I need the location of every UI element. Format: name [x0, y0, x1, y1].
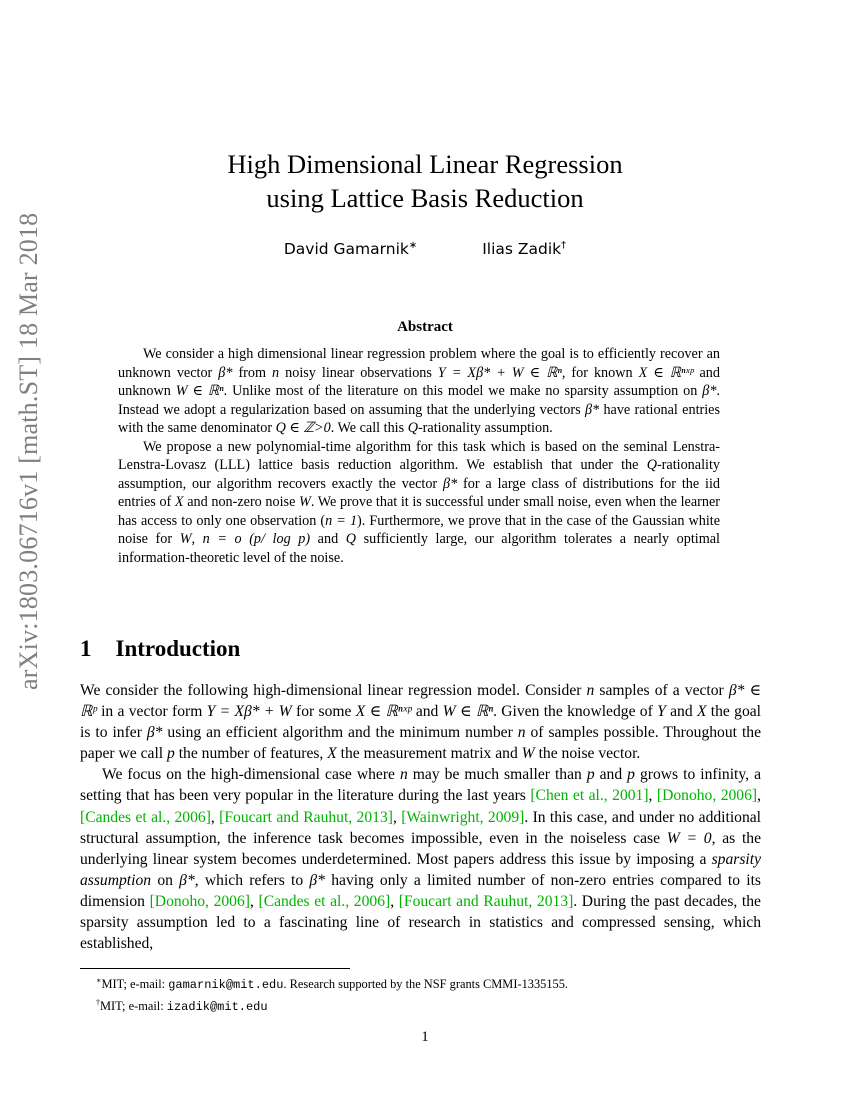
- citation-link[interactable]: [Foucart and Rauhut, 2013]: [398, 892, 574, 910]
- intro-paragraph-2: We focus on the high-dimensional case where n may be much smaller than p and p grows to infinity, a setting that has been very popular in the literature during the last years [Chen et al., 2001], [Donoho, 2006], [Candes et al., 2006], [Foucart and Rauhut, 2013], [Wainwright, 2009]. In this case, and under no additional structural assumption, the inference task becomes impossible, even in the noiseless case W = 0, as the underlying linear system becomes underdetermined. Most papers address this issue by imposing a sparsity assumption on β*, which refers to β* having only a limited number of non-zero entries compared to its dimension [Donoho, 2006], [Candes et al., 2006], [Foucart and Rauhut, 2013]. During the past decades, the sparsity assumption led to a fascinating line of research in statistics and compressed sensing, which established,: [80, 766, 762, 953]
- citation-link[interactable]: [Donoho, 2006]: [656, 787, 758, 805]
- section-heading-introduction: [80, 636, 240, 662]
- paper-title: [0, 147, 850, 215]
- citation-link[interactable]: [Donoho, 2006]: [149, 892, 250, 910]
- abstract-paragraph-2: We propose a new polynomial-time algorithm for this task which is based on the seminal Lenstra-Lenstra-Lovasz (LLL) lattice basis reduction algorithm. We establish that under the Q-rationality assumption, our algorithm recovers exactly the vector β* for a large class of distributions for the iid entries of X and non-zero noise W. We prove that it is successful under small noise, even when the learner has access to only one observation (n = 1). Furthermore, we prove that in the case of the Gaussian white noise for W, n = o (p/ log p) and Q sufficiently large, our algorithm tolerates a nearly optimal information-theoretic level of the noise.: [118, 438, 720, 566]
- email-link[interactable]: izadik@mit.edu: [166, 1000, 268, 1015]
- citation-link[interactable]: [Foucart and Rauhut, 2013]: [219, 808, 393, 826]
- page-number: 1: [421, 1029, 429, 1045]
- footnote-divider: [80, 968, 350, 969]
- footnote-2: †MIT; e-mail: izadik@mit.edu: [96, 998, 268, 1015]
- abstract-heading: Abstract: [397, 319, 453, 335]
- title-line-1: High Dimensional Linear Regression: [227, 149, 623, 179]
- citation-link[interactable]: [Candes et al., 2006]: [80, 808, 211, 826]
- section-title: Introduction: [115, 636, 241, 661]
- introduction-body: [80, 680, 761, 954]
- author-zadik: Ilias Zadik†: [482, 240, 567, 259]
- author-list: [0, 240, 850, 258]
- footnote-1: ∗MIT; e-mail: gamarnik@mit.edu. Research supported by the NSF grants CMMI-1335155.: [96, 976, 569, 993]
- section-number: 1: [80, 636, 92, 661]
- arxiv-identifier-stamp: arXiv:1803.06716v1 [math.ST] 18 Mar 2018: [14, 212, 43, 690]
- title-line-2: using Lattice Basis Reduction: [266, 183, 584, 213]
- citation-link[interactable]: [Candes et al., 2006]: [258, 892, 391, 910]
- email-link[interactable]: gamarnik@mit.edu: [168, 978, 284, 993]
- citation-link[interactable]: [Chen et al., 2001]: [530, 787, 649, 805]
- author-gamarnik: David Gamarnik∗: [283, 240, 418, 259]
- abstract-paragraph-1: We consider a high dimensional linear regression problem where the goal is to efficiently recover an unknown vector β* from n noisy linear observations Y = Xβ* + W ∈ ℝⁿ, for known X ∈ ℝⁿˣᵖ and unknown W ∈ ℝⁿ. Unlike most of the literature on this model we make no sparsity assumption on β*. Instead we adopt a regularization based on assuming that the underlying vectors β* have rational entries with the same denominator Q ∈ ℤ>0. We call this Q-rationality assumption.: [118, 346, 720, 436]
- intro-paragraph-1: We consider the following high-dimensional linear regression model. Consider n samples of a vector β* ∈ ℝᵖ in a vector form Y = Xβ* + W for some X ∈ ℝⁿˣᵖ and W ∈ ℝⁿ. Given the knowledge of Y and X the goal is to infer β* using an efficient algorithm and the minimum number n of samples possible. Throughout the paper we call p the number of features, X the measurement matrix and W the noise vector.: [80, 682, 761, 763]
- citation-link[interactable]: [Wainwright, 2009]: [401, 808, 525, 826]
- footnotes: [80, 972, 770, 1016]
- abstract-body: [118, 345, 720, 567]
